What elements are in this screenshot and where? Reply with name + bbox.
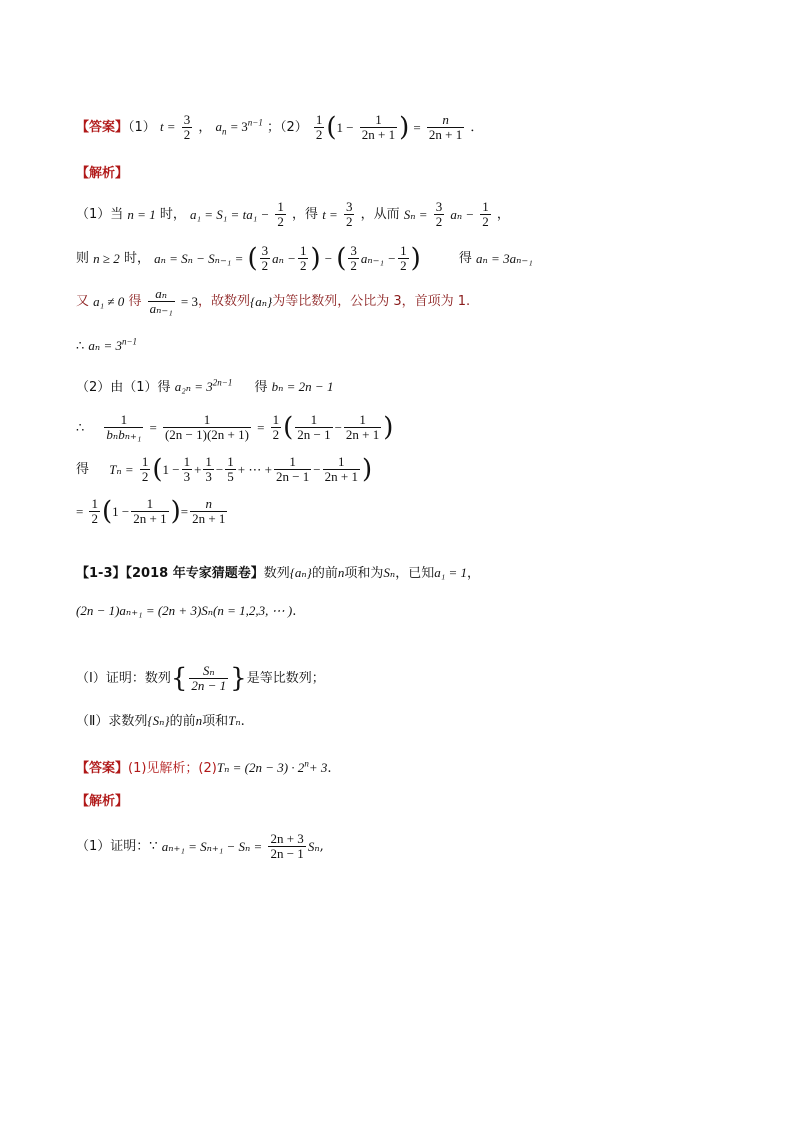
text-sequence: 数列: [263, 566, 290, 581]
fraction-product: $\frac{1}{(2n - 1)(2n + 1)}$: [164, 412, 249, 442]
minus: −: [334, 420, 342, 435]
sn-symbol: Sₙ: [383, 565, 396, 580]
fraction-1-3b: $\frac{1}{3}$: [205, 454, 212, 484]
seq-an: {aₙ}: [289, 565, 312, 580]
equals: =: [149, 420, 157, 435]
fraction-half: $\frac{1}{2}$: [315, 112, 323, 142]
minus: −: [324, 251, 333, 266]
proof-text: （1）证明：∵: [76, 839, 158, 854]
left-paren: (: [283, 412, 294, 443]
fraction-p2: $\frac{3}{2}$: [350, 243, 357, 273]
analysis-line-4: [76, 336, 138, 353]
p2-mid: aₙ₋₁ −: [360, 251, 397, 266]
fraction-inner-2: $\frac{1}{2n + 1}$: [133, 496, 167, 526]
period: ．: [470, 120, 484, 135]
analysis-line-3: [76, 287, 470, 316]
fraction-p2b: $\frac{1}{2}$: [400, 243, 407, 273]
an-symbol: a: [215, 119, 223, 134]
fraction-1-5: $\frac{1}{5}$: [227, 454, 234, 484]
equals-2: =: [180, 504, 189, 519]
period: .: [292, 604, 297, 619]
text-time-2: 时，: [123, 251, 150, 266]
question-1-tail: 是等比数列；: [246, 671, 325, 686]
an-rhs: = 3: [230, 119, 248, 134]
fraction-result: $\frac{n}{2n + 1}$: [428, 112, 463, 142]
tn-formula: Tₙ = (2n − 3) · 2: [216, 760, 305, 775]
text-get-3: 得: [128, 294, 142, 309]
text-time: 时，: [159, 207, 186, 222]
sn-symbol: Sₙ =: [403, 207, 428, 222]
fraction-half-3: $\frac{1}{2}$: [272, 412, 280, 442]
tn-symbol: Tₙ: [228, 713, 241, 728]
fraction-g1: $\frac{1}{2n - 1}$: [297, 412, 331, 442]
fraction-2n-1: $\frac{1}{2n - 1}$: [275, 454, 310, 484]
analysis-tag-2: 【解析】: [76, 794, 129, 809]
fraction-1-3: $\frac{1}{3}$: [183, 454, 191, 484]
n-symbol: n: [337, 565, 345, 580]
answer-line-1: [76, 113, 483, 142]
analysis-heading-2: [76, 795, 128, 808]
comma-end: ,: [319, 839, 324, 854]
tn-exponent: n: [304, 758, 309, 769]
n-symbol-2: n: [195, 713, 203, 728]
fraction-half-4: $\frac{1}{2}$: [141, 454, 149, 484]
equals-2: =: [257, 420, 265, 435]
recurrence-result: aₙ = 3aₙ₋₁: [476, 251, 533, 266]
text-get-4: 得: [254, 380, 268, 395]
text-then: 则: [76, 251, 90, 266]
text-part2: （2）由（1）得: [76, 380, 171, 395]
left-brace: {: [170, 663, 188, 694]
part-label: （1）: [128, 120, 156, 135]
problem-line-2: [76, 604, 296, 618]
right-paren: ): [410, 243, 421, 274]
left-paren: (: [326, 112, 337, 143]
an-exponent-2: n−1: [121, 336, 138, 347]
right-paren: ): [399, 112, 410, 143]
a1-nonzero: a₁ ≠ 0: [93, 294, 125, 309]
ellipsis: + ⋯ +: [237, 462, 272, 477]
analysis-line-1: [76, 200, 510, 229]
answer-line-2: [76, 758, 332, 776]
an-subscript: n: [222, 126, 227, 137]
analysis-line-5: [76, 377, 334, 395]
fraction-half-5: $\frac{1}{2}$: [91, 496, 98, 526]
an-difference: aₙ = Sₙ − Sₙ₋₁ =: [154, 251, 244, 266]
sn-factor: Sₙ: [307, 839, 320, 854]
analysis-line-2: [76, 244, 533, 273]
a2n-exponent: 2n−1: [212, 377, 233, 388]
text-given: ，已知: [395, 566, 435, 581]
minus-2: −: [313, 462, 321, 477]
right-paren: ): [310, 243, 321, 274]
text-get-2: 得: [458, 251, 472, 266]
analysis2-line-1: [76, 832, 324, 861]
minus: −: [215, 462, 224, 477]
fraction-p1: $\frac{3}{2}$: [261, 243, 269, 273]
fraction-sn-over: $\frac{\text{Sₙ}}{2n - 1}$: [191, 663, 227, 693]
equals-sign: =: [413, 120, 421, 135]
comma: ，: [496, 207, 510, 222]
a1-equation: a₁ = S₁ = ta₁ −: [190, 207, 270, 222]
text-get: ，得: [292, 207, 319, 222]
right-paren: ): [361, 454, 373, 485]
text-also: 又: [76, 294, 90, 309]
one-minus: 1 −: [162, 462, 180, 477]
text-sum-is: 项和为: [344, 566, 384, 581]
seq-an: {aₙ}: [250, 294, 273, 309]
left-paren: (: [336, 243, 347, 274]
period-3: .: [327, 761, 332, 776]
fraction-1-over-bnbn1: $\frac{1}{\text{bₙbₙ₊₁}}$: [106, 412, 142, 442]
fraction-three-halves-3: $\frac{3}{2}$: [435, 199, 443, 229]
t-symbol: t =: [322, 207, 338, 222]
right-paren: ): [383, 412, 394, 443]
part-label-2: ；（2）: [266, 120, 308, 135]
one-minus: 1 −: [112, 504, 130, 519]
text-when: （1）当: [76, 207, 124, 222]
one-minus: 1 −: [336, 120, 354, 135]
fraction-2n3-over-2n1: $\frac{2n + 3}{2n - 1}$: [270, 831, 304, 861]
problem-tag: 【1-3】【2018 年专家猜题卷】: [76, 566, 264, 581]
plus: +: [194, 462, 202, 477]
fraction-p1b: $\frac{1}{2}$: [299, 243, 307, 273]
problem-line-3: [76, 664, 325, 693]
an1-equation: aₙ₊₁ = Sₙ₊₁ − Sₙ =: [161, 839, 263, 854]
fraction-g2: $\frac{1}{2n + 1}$: [345, 412, 380, 442]
comma: ，: [467, 566, 481, 581]
question-1-text: （Ⅰ）证明：数列: [76, 671, 171, 686]
cond-n-eq-1: n = 1: [127, 207, 156, 222]
analysis-line-8: [76, 497, 229, 526]
problem-line-4: [76, 714, 245, 728]
text-thus: ，从而: [360, 207, 400, 222]
period-2: .: [240, 714, 245, 729]
a1-given: a₁ = 1: [434, 565, 468, 580]
an-exponent: n−1: [247, 117, 263, 128]
text-first-2: 的前: [169, 714, 196, 729]
an-formula: aₙ = 3: [88, 338, 122, 353]
cond-n-ge-2: n ≥ 2: [93, 251, 120, 266]
fraction-half-2: $\frac{1}{2}$: [482, 199, 489, 229]
therefore-symbol: ∴: [76, 338, 85, 353]
answer-2-text: (1)见解析；(2): [128, 761, 217, 776]
right-brace: }: [230, 663, 247, 694]
therefore-symbol-2: ∴: [76, 420, 85, 435]
fraction-half-1: $\frac{1}{2}$: [277, 199, 284, 229]
separator: ，: [198, 120, 212, 135]
fraction-result-2: $\frac{n}{2n + 1}$: [192, 496, 226, 526]
answer-tag-2: 【答案】: [76, 761, 129, 776]
problem-line-1: [76, 566, 480, 580]
seq-sn: {Sₙ}: [147, 713, 170, 728]
analysis-tag: 【解析】: [76, 166, 129, 181]
recurrence-relation: (2n − 1)aₙ₊₁ = (2n + 3)Sₙ(n = 1,2,3, ⋯ ): [76, 603, 293, 618]
fraction-three-halves: $\frac{3}{2}$: [183, 112, 191, 142]
right-paren: ): [170, 496, 181, 527]
fraction-three-halves-2: $\frac{3}{2}$: [345, 199, 353, 229]
text-so-seq: ，故数列: [198, 294, 251, 309]
fraction-ratio: $\frac{\text{aₙ}}{\text{aₙ₋₁}}$: [149, 286, 173, 316]
an-minus: aₙ −: [450, 207, 475, 222]
t-equation: t =: [159, 119, 176, 134]
text-geometric: 为等比数列，公比为 3，首项为 1.: [272, 294, 471, 309]
text-get-5: 得: [76, 462, 90, 477]
analysis-line-7: [76, 455, 372, 484]
analysis-heading-1: [76, 167, 128, 180]
text-first: 的前: [311, 566, 338, 581]
bn-formula: bₙ = 2n − 1: [271, 379, 334, 394]
fraction-2n+1: $\frac{1}{2n + 1}$: [324, 454, 358, 484]
text-sum: 项和: [202, 714, 229, 729]
p1-mid: aₙ −: [272, 251, 296, 266]
tn-symbol: Tₙ =: [109, 462, 134, 477]
a2n-formula: a₂ₙ = 3: [174, 379, 213, 394]
left-paren: (: [247, 243, 258, 274]
fraction-inner: $\frac{1}{2n + 1}$: [361, 112, 396, 142]
ratio-eq: = 3: [180, 294, 198, 309]
question-2-text: （Ⅱ）求数列: [76, 714, 148, 729]
equals: =: [76, 504, 84, 519]
tn-plus-three: + 3: [308, 760, 328, 775]
analysis-line-6: [76, 413, 393, 442]
left-paren: (: [152, 454, 163, 485]
answer-tag: 【答案】: [76, 120, 129, 135]
left-paren: (: [101, 496, 113, 527]
